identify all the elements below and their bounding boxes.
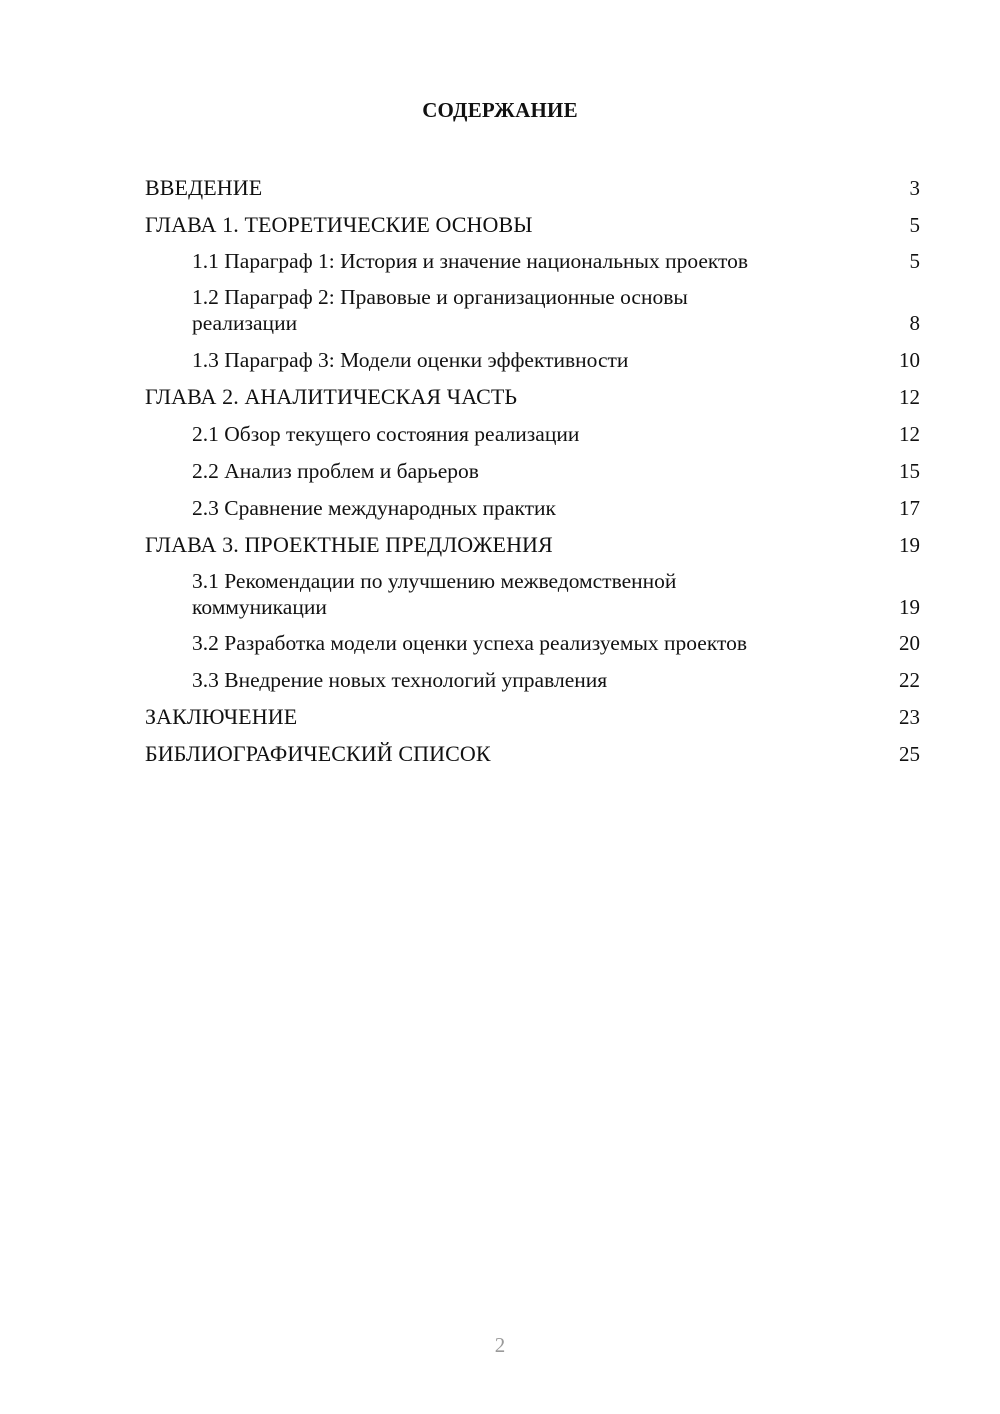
toc-entry-text: ВВЕДЕНИЕ [145, 175, 263, 200]
toc-entry-page: 3 [909, 176, 920, 200]
toc-entry-section-1-3 [145, 342, 920, 379]
toc-entry-text: 3.2 Разработка модели оценки успеха реализуемых проектов [192, 631, 748, 655]
toc-entry-page: 5 [909, 249, 920, 273]
toc-entry-page: 12 [899, 385, 920, 409]
toc-entry-page: 5 [909, 213, 920, 237]
toc-entry-text: ГЛАВА 3. ПРОЕКТНЫЕ ПРЕДЛОЖЕНИЯ [145, 532, 553, 557]
toc-entry-section-1-2 [145, 280, 920, 342]
table-of-contents [145, 170, 920, 773]
toc-entry-page: 22 [899, 668, 920, 692]
toc-entry-text: ЗАКЛЮЧЕНИЕ [145, 704, 298, 729]
toc-entry-introduction [145, 170, 920, 207]
toc-entry-text: 1.3 Параграф 3: Модели оценки эффективности [192, 348, 629, 372]
toc-entry-text: БИБЛИОГРАФИЧЕСКИЙ СПИСОК [145, 741, 491, 766]
toc-entry-chapter-1 [145, 207, 920, 244]
toc-entry-section-3-2 [145, 626, 920, 662]
toc-entry-section-2-1 [145, 416, 920, 453]
toc-entry-page: 19 [899, 533, 920, 557]
toc-entry-page: 12 [899, 422, 920, 446]
toc-entry-page: 19 [899, 595, 920, 619]
toc-entry-conclusion [145, 699, 920, 736]
toc-entry-section-3-3 [145, 662, 920, 699]
toc-entry-page: 10 [899, 348, 920, 372]
toc-entry-text: 3.1 Рекомендации по улучшению межведомственной коммуникации [192, 569, 677, 619]
toc-entry-section-1-1 [145, 244, 920, 280]
toc-entry-section-3-1 [145, 564, 920, 626]
page-title: СОДЕРЖАНИЕ [422, 98, 578, 122]
toc-entry-page: 15 [899, 459, 920, 483]
toc-entry-page: 25 [899, 742, 920, 766]
toc-entry-text: 3.3 Внедрение новых технологий управления [192, 668, 608, 692]
toc-entry-bibliography [145, 736, 920, 773]
toc-entry-section-2-3 [145, 490, 920, 527]
toc-entry-text: 2.3 Сравнение международных практик [192, 496, 556, 520]
toc-entry-text: 1.1 Параграф 1: История и значение национальных проектов [192, 249, 749, 273]
toc-entry-text: 2.1 Обзор текущего состояния реализации [192, 422, 580, 446]
page-number: 2 [494, 1333, 506, 1357]
toc-entry-page: 23 [899, 705, 920, 729]
toc-entry-section-2-2 [145, 453, 920, 490]
toc-entry-page: 17 [899, 496, 920, 520]
toc-entry-text: 1.2 Параграф 2: Правовые и организационные основы реализации [192, 285, 688, 335]
toc-entry-page: 8 [909, 311, 920, 335]
toc-entry-text: ГЛАВА 2. АНАЛИТИЧЕСКАЯ ЧАСТЬ [145, 384, 518, 409]
toc-entry-text: ГЛАВА 1. ТЕОРЕТИЧЕСКИЕ ОСНОВЫ [145, 212, 533, 237]
toc-entry-text: 2.2 Анализ проблем и барьеров [192, 459, 479, 483]
toc-entry-page: 20 [899, 631, 920, 655]
toc-entry-chapter-2 [145, 379, 920, 416]
toc-entry-chapter-3 [145, 527, 920, 564]
